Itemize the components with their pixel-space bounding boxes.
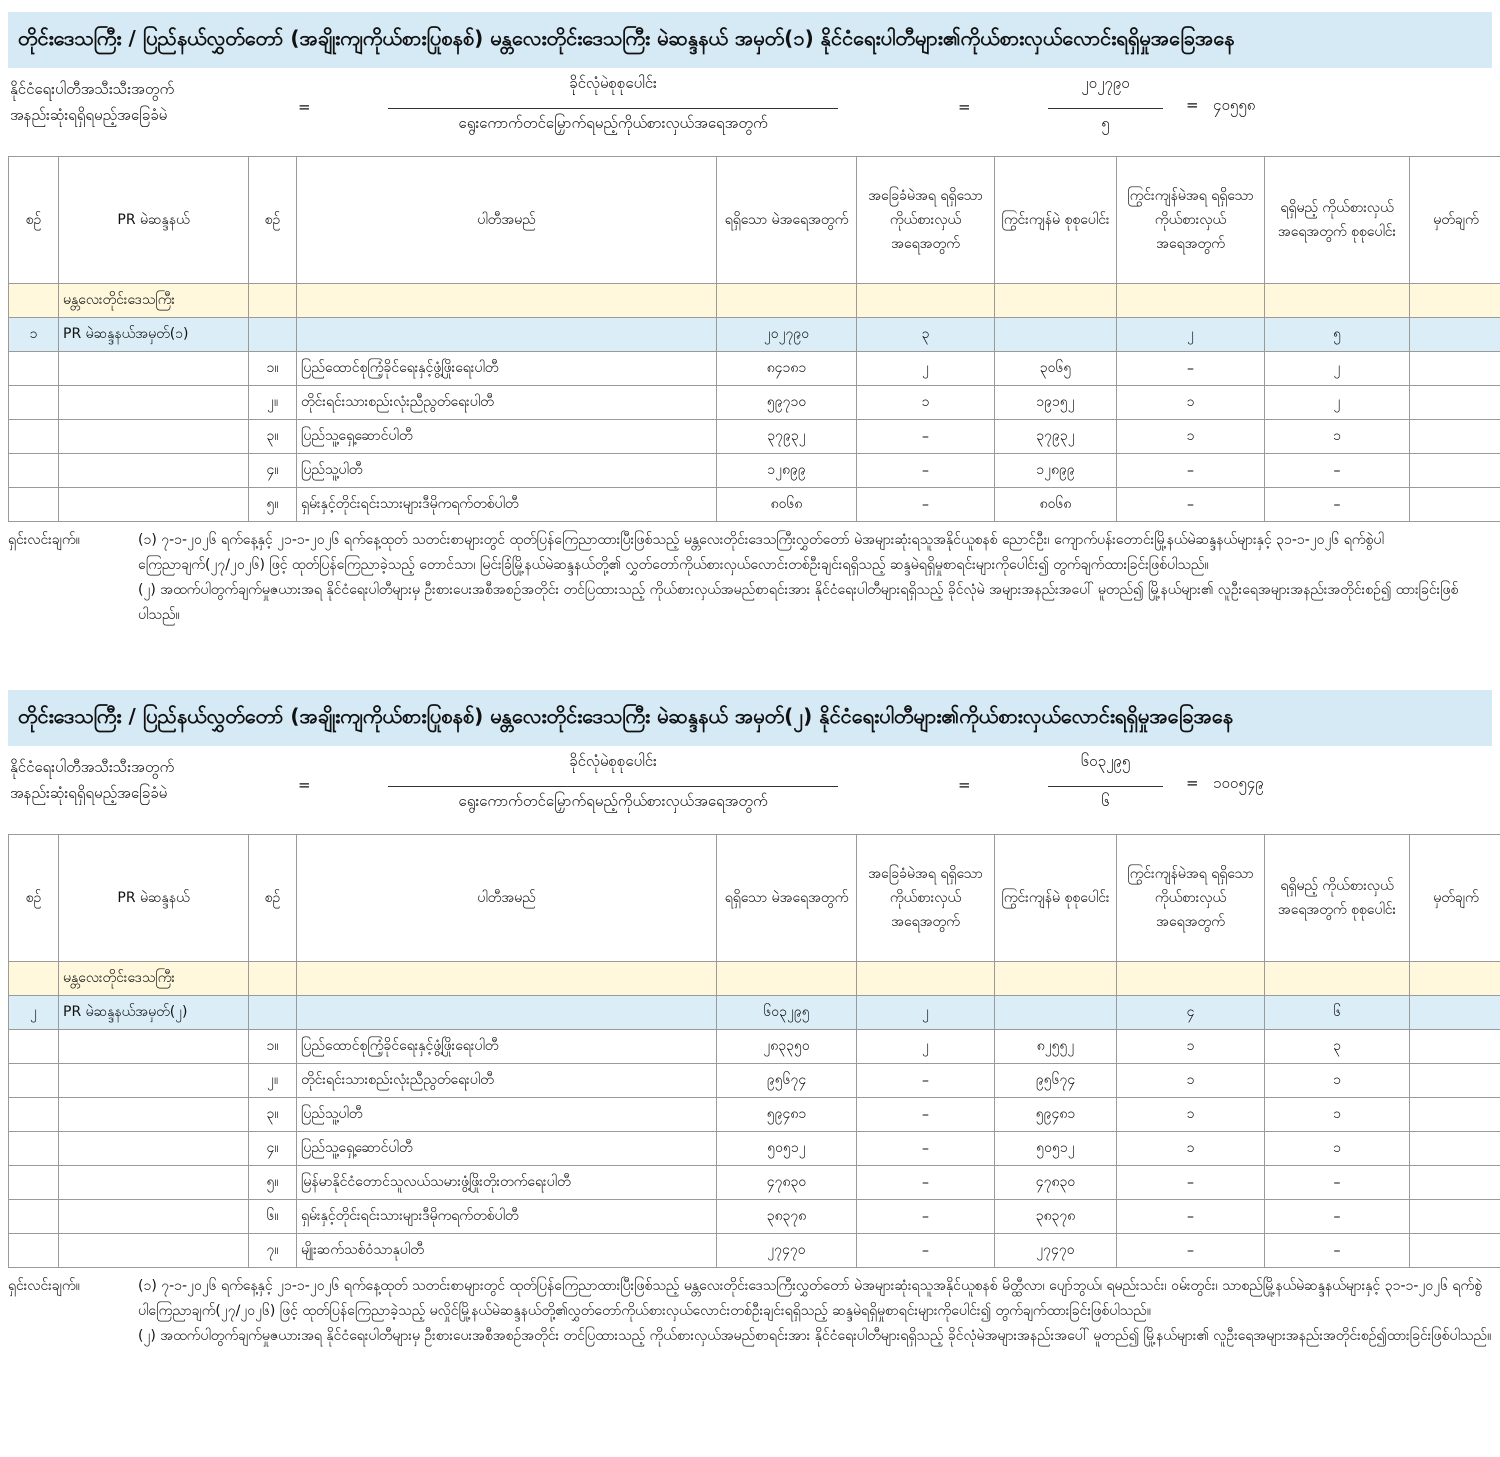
notes-body: [138, 528, 1492, 628]
cell-empty: [995, 962, 1117, 996]
column-header-votes: ရရှိသော မဲအရေအတွက်: [717, 835, 857, 962]
cell-empty: [59, 386, 249, 420]
column-header-constituency: PR မဲဆန္ဒနယ်: [59, 835, 249, 962]
note-paragraph: (၁) ၇-၁-၂၀၂၆ ရက်နေ့နှင့် ၂၁-၁-၂၀၂၆ ရက်နေ့ထုတ် သတင်းစာများတွင် ထုတ်ပြန်ကြေညာထားပြီးဖြစ်သည့် မန္တလေးတိုင်းဒေသကြီးလွှတ်တော် မဲအများဆုံးရသူအနိုင်ယူစနစ် ညောင်ဦး၊ ကျောက်ပန်းတောင်းမြို့နယ်မဲဆန္ဒနယ်များနှင့် ၃၁-၁-၂၀၂၆ ရက်စွဲပါကြေညာချက်(၂၇/၂၀၂၆) ဖြင့် ထုတ်ပြန်ကြေညာခဲ့သည့် တောင်သာ၊ မြင်းခြံမြို့နယ်မဲဆန္ဒနယ်တို့၏ လွှတ်တော်ကိုယ်စားလှယ်လောင်းတစ်ဦးချင်းရရှိသည့် ဆန္ဒမဲရရှိမှုစာရင်းများကိုပေါင်း၍ တွက်ချက်ထားခြင်းဖြစ်ပါသည်။: [138, 532, 1384, 573]
cell-empty: [1410, 1064, 1500, 1098]
cell-empty: [59, 1234, 249, 1268]
party-total-seats: –: [1265, 1234, 1410, 1268]
column-header-remainder: ကြွင်းကျန်မဲ စုစုပေါင်း: [995, 835, 1117, 962]
notes-body: [138, 1274, 1492, 1349]
fraction-bar: [1048, 108, 1163, 109]
section-constituency-1: [8, 12, 1492, 628]
equals-sign: =: [298, 98, 311, 116]
fraction-bar: [388, 786, 838, 787]
party-base-seats: ၂: [857, 352, 995, 386]
party-total-seats: ၂: [1265, 352, 1410, 386]
party-number: ၄။: [249, 454, 297, 488]
cell-empty: [9, 1166, 59, 1200]
cell-empty: [297, 962, 717, 996]
summary-name: PR မဲဆန္ဒနယ်အမှတ်(၁): [59, 318, 249, 352]
section-constituency-2: [8, 690, 1492, 1349]
column-header-no: စဉ်: [9, 157, 59, 284]
cell-empty: [9, 962, 59, 996]
party-base-seats: ၂: [857, 1030, 995, 1064]
summary-remark: [1410, 996, 1500, 1030]
summary-rem-seats: ၄: [1117, 996, 1265, 1030]
fraction-bar: [1048, 786, 1163, 787]
constituency-summary-row: [9, 996, 1500, 1030]
cell-empty: [9, 1234, 59, 1268]
party-base-seats: –: [857, 1132, 995, 1166]
cell-empty: [995, 284, 1117, 318]
cell-empty: [1410, 962, 1500, 996]
party-remainder-votes: ၃၈၃၇၈: [995, 1200, 1117, 1234]
numerator-text: ခိုင်လုံမဲစုစုပေါင်း: [569, 752, 657, 770]
cell-empty: [717, 284, 857, 318]
cell-empty: [1410, 1132, 1500, 1166]
party-number: ၁။: [249, 1030, 297, 1064]
party-remainder-seats: ၁: [1117, 1030, 1265, 1064]
cell-empty: [59, 488, 249, 522]
party-base-seats: –: [857, 1234, 995, 1268]
party-remainder-seats: –: [1117, 488, 1265, 522]
party-number: ၂။: [249, 386, 297, 420]
header-row: [9, 157, 1500, 284]
party-votes: ၅၀၅၁၂: [717, 1132, 857, 1166]
party-total-seats: ၁: [1265, 1132, 1410, 1166]
party-remainder-seats: –: [1117, 1234, 1265, 1268]
denominator-value: ၅: [1101, 114, 1110, 132]
party-remainder-seats: ၁: [1117, 420, 1265, 454]
region-row: [9, 284, 1500, 318]
party-remainder-votes: ၃၇၉၃၂: [995, 420, 1117, 454]
explanatory-notes: [8, 1274, 1492, 1349]
summary-votes: ၆၀၃၂၉၅: [717, 996, 857, 1030]
summary-remainder: [995, 996, 1117, 1030]
party-remainder-votes: ၃၀၆၅: [995, 352, 1117, 386]
summary-total: ၅: [1265, 318, 1410, 352]
column-header-remark: မှတ်ချက်: [1410, 835, 1500, 962]
results-table: [8, 834, 1500, 1268]
party-row: [9, 1098, 1500, 1132]
cell-empty: [249, 318, 297, 352]
party-row: [9, 1234, 1500, 1268]
party-base-seats: –: [857, 1064, 995, 1098]
party-name: ပြည်ထောင်စုကြံ့ခိုင်ရေးနှင့်ဖွံ့ဖြိုးရေးပါတီ: [297, 352, 717, 386]
summary-votes: ၂၀၂၇၉၀: [717, 318, 857, 352]
results-table: [8, 156, 1500, 522]
column-header-votes: ရရှိသော မဲအရေအတွက်: [717, 157, 857, 284]
cell-empty: [1410, 488, 1500, 522]
cell-empty: [9, 352, 59, 386]
party-name: ရှမ်းနှင့်တိုင်းရင်းသားများဒီမိုကရက်တစ်ပါတီ: [297, 488, 717, 522]
cell-empty: [59, 1098, 249, 1132]
cell-empty: [9, 1098, 59, 1132]
cell-empty: [1410, 1200, 1500, 1234]
party-remainder-seats: ၁: [1117, 386, 1265, 420]
quota-formula: [8, 68, 1492, 156]
party-base-seats: –: [857, 488, 995, 522]
header-row: [9, 835, 1500, 962]
party-row: [9, 420, 1500, 454]
note-paragraph: (၁) ၇-၁-၂၀၂၆ ရက်နေ့နှင့် ၂၁-၁-၂၀၂၆ ရက်နေ့ထုတ် သတင်းစာများတွင် ထုတ်ပြန်ကြေညာထားပြီးဖြစ်သည့် မန္တလေးတိုင်းဒေသကြီးလွှတ်တော် မဲအများဆုံးရသူအနိုင်ယူစနစ် မိတ္ထီလာ၊ ပျော်ဘွယ်၊ ရမည်းသင်း၊ ဝမ်းတွင်း၊ သာစည်မြို့နယ်မဲဆန္ဒနယ်များနှင့် ၃၁-၁-၂၀၂၆ ရက်စွဲပါကြေညာချက်(၂၇/၂၀၂၆) ဖြင့် ထုတ်ပြန်ကြေညာခဲ့သည့် မလှိုင်မြို့နယ်မဲဆန္ဒနယ်တို့၏လွှတ်တော်ကိုယ်စားလှယ်လောင်းတစ်ဦးချင်းရရှိသည့် ဆန္ဒမဲရရှိမှုစာရင်းများကိုပေါင်း၍ တွက်ချက်ထားခြင်းဖြစ်ပါသည်။: [138, 1278, 1483, 1319]
party-number: ၅။: [249, 488, 297, 522]
party-votes: ၅၉၇၁၀: [717, 386, 857, 420]
cell-empty: [1410, 1234, 1500, 1268]
party-remainder-seats: –: [1117, 352, 1265, 386]
party-remainder-votes: ၄၇၈၃၀: [995, 1166, 1117, 1200]
party-total-seats: –: [1265, 1166, 1410, 1200]
cell-empty: [59, 1200, 249, 1234]
region-label: မန္တလေးတိုင်းဒေသကြီး: [59, 284, 249, 318]
column-header-total-seats: ရရှိမည့် ကိုယ်စားလှယ် အရေအတွက် စုစုပေါင်း: [1265, 157, 1410, 284]
cell-empty: [249, 996, 297, 1030]
summary-name: PR မဲဆန္ဒနယ်အမှတ်(၂): [59, 996, 249, 1030]
party-votes: ၂၇၄၇၀: [717, 1234, 857, 1268]
note-paragraph: (၂) အထက်ပါတွက်ချက်မှုဇယားအရ နိုင်ငံရေးပါတီများမှ ဦးစားပေးအစီအစဉ်အတိုင်း တင်ပြထားသည့် ကိုယ်စားလှယ်အမည်စာရင်းအား နိုင်ငံရေးပါတီများရရှိသည့် ခိုင်လုံမဲအများအနည်းအပေါ် မူတည်၍ မြို့နယ်များ၏ လူဦးရေအများအနည်းအတိုင်းစဉ်၍ထားခြင်းဖြစ်ပါသည်။: [138, 1328, 1492, 1344]
cell-empty: [59, 1132, 249, 1166]
column-header-no2: စဉ်: [249, 157, 297, 284]
cell-empty: [59, 1166, 249, 1200]
cell-empty: [1410, 386, 1500, 420]
party-remainder-votes: ၁၂၈၉၉: [995, 454, 1117, 488]
constituency-summary-row: [9, 318, 1500, 352]
party-votes: ၁၂၈၉၉: [717, 454, 857, 488]
party-total-seats: ၁: [1265, 420, 1410, 454]
cell-empty: [297, 996, 717, 1030]
quota-result: ၄၀၅၅၈: [1213, 96, 1256, 114]
party-base-seats: –: [857, 420, 995, 454]
cell-empty: [9, 1132, 59, 1166]
cell-empty: [1410, 454, 1500, 488]
denominator-text: ရွေးကောက်တင်မြှောက်ရမည့်ကိုယ်စားလှယ်အရေအတွက်: [458, 114, 768, 132]
party-base-seats: –: [857, 1200, 995, 1234]
cell-empty: [9, 1200, 59, 1234]
cell-empty: [297, 284, 717, 318]
summary-remainder: [995, 318, 1117, 352]
party-row: [9, 386, 1500, 420]
cell-empty: [9, 1030, 59, 1064]
party-base-seats: –: [857, 1098, 995, 1132]
party-number: ၃။: [249, 1098, 297, 1132]
party-votes: ၈၄၁၈၁: [717, 352, 857, 386]
column-header-rem-seats: ကြွင်းကျန်မဲအရ ရရှိသော ကိုယ်စားလှယ် အရေအတွက်: [1117, 157, 1265, 284]
party-total-seats: ၃: [1265, 1030, 1410, 1064]
fraction-bar: [388, 108, 838, 109]
party-remainder-seats: ၁: [1117, 1132, 1265, 1166]
numerator-value: ၂၀၂၇၉၀: [1081, 74, 1130, 92]
party-votes: ၅၉၄၈၁: [717, 1098, 857, 1132]
summary-no: ၂: [9, 996, 59, 1030]
party-total-seats: ၂: [1265, 386, 1410, 420]
quota-formula: [8, 746, 1492, 834]
party-number: ၆။: [249, 1200, 297, 1234]
party-remainder-votes: ၂၇၄၇၀: [995, 1234, 1117, 1268]
party-total-seats: –: [1265, 1200, 1410, 1234]
summary-total: ၆: [1265, 996, 1410, 1030]
party-total-seats: –: [1265, 454, 1410, 488]
cell-empty: [59, 352, 249, 386]
cell-empty: [857, 962, 995, 996]
section-title: တိုင်းဒေသကြီး / ပြည်နယ်လွှတ်တော် (အချိုးကျကိုယ်စားပြုစနစ်) မန္တလေးတိုင်းဒေသကြီး မဲဆန္ဒနယ် အမှတ်(၁) နိုင်ငံရေးပါတီများ၏ကိုယ်စားလှယ်လောင်းရရှိမှုအခြေအနေ: [8, 12, 1492, 68]
party-total-seats: –: [1265, 488, 1410, 522]
denominator-value: ၆: [1101, 792, 1110, 810]
party-votes: ၃၇၉၃၂: [717, 420, 857, 454]
party-number: ၂။: [249, 1064, 297, 1098]
equals-sign: =: [298, 776, 311, 794]
note-paragraph: (၂) အထက်ပါတွက်ချက်မှုဇယားအရ နိုင်ငံရေးပါတီများမှ ဦးစားပေးအစီအစဉ်အတိုင်း တင်ပြထားသည့် ကိုယ်စားလှယ်အမည်စာရင်းအား နိုင်ငံရေးပါတီများရရှိသည့် ခိုင်လုံမဲ အများအနည်းအပေါ် မူတည်၍ မြို့နယ်များ၏ လူဦးရေအများအနည်းအတိုင်းစဉ်၍ ထားခြင်းဖြစ်ပါသည်။: [138, 582, 1459, 623]
party-votes: ၂၈၃၃၅၀: [717, 1030, 857, 1064]
party-number: ၁။: [249, 352, 297, 386]
party-row: [9, 1132, 1500, 1166]
cell-empty: [1117, 962, 1265, 996]
column-header-constituency: PR မဲဆန္ဒနယ်: [59, 157, 249, 284]
equals-sign: =: [1186, 96, 1199, 114]
column-header-party: ပါတီအမည်: [297, 835, 717, 962]
party-base-seats: –: [857, 1166, 995, 1200]
formula-label: [10, 76, 174, 128]
cell-empty: [297, 318, 717, 352]
cell-empty: [1410, 284, 1500, 318]
cell-empty: [9, 386, 59, 420]
notes-label: ရှင်းလင်းချက်။: [8, 1278, 80, 1294]
party-name: ပြည်သူ့ပါတီ: [297, 454, 717, 488]
cell-empty: [1410, 1030, 1500, 1064]
cell-empty: [717, 962, 857, 996]
party-remainder-seats: ၁: [1117, 1098, 1265, 1132]
formula-label-line: အနည်းဆုံးရရှိရမည့်အခြေခံမဲ: [10, 784, 168, 802]
party-number: ၄။: [249, 1132, 297, 1166]
party-number: ၃။: [249, 420, 297, 454]
party-name: မျိုးဆက်သစ်ဝံသာနုပါတီ: [297, 1234, 717, 1268]
equals-sign: =: [958, 776, 971, 794]
formula-label-line: နိုင်ငံရေးပါတီအသီးသီးအတွက်: [10, 758, 175, 776]
cell-empty: [1117, 284, 1265, 318]
summary-rem-seats: ၂: [1117, 318, 1265, 352]
party-name: ပြည်ထောင်စုကြံ့ခိုင်ရေးနှင့်ဖွံ့ဖြိုးရေးပါတီ: [297, 1030, 717, 1064]
party-votes: ၉၅၆၇၄: [717, 1064, 857, 1098]
cell-empty: [1410, 1166, 1500, 1200]
party-remainder-votes: ၁၉၁၅၂: [995, 386, 1117, 420]
party-remainder-votes: ၅၉၄၈၁: [995, 1098, 1117, 1132]
party-base-seats: ၁: [857, 386, 995, 420]
numerator-value: ၆၀၃၂၉၅: [1080, 752, 1131, 770]
party-row: [9, 1166, 1500, 1200]
party-name: ပြည်သူ့ပါတီ: [297, 1098, 717, 1132]
explanatory-notes: [8, 528, 1492, 628]
cell-empty: [857, 284, 995, 318]
party-remainder-seats: ၁: [1117, 1064, 1265, 1098]
party-name: ပြည်သူ့ရှေ့ဆောင်ပါတီ: [297, 420, 717, 454]
column-header-no: စဉ်: [9, 835, 59, 962]
summary-remark: [1410, 318, 1500, 352]
section-title: တိုင်းဒေသကြီး / ပြည်နယ်လွှတ်တော် (အချိုးကျကိုယ်စားပြုစနစ်) မန္တလေးတိုင်းဒေသကြီး မဲဆန္ဒနယ် အမှတ်(၂) နိုင်ငံရေးပါတီများ၏ကိုယ်စားလှယ်လောင်းရရှိမှုအခြေအနေ: [8, 690, 1492, 746]
formula-label: [10, 754, 174, 806]
party-number: ၅။: [249, 1166, 297, 1200]
cell-empty: [9, 454, 59, 488]
party-remainder-seats: –: [1117, 1200, 1265, 1234]
cell-empty: [9, 1064, 59, 1098]
column-header-remainder: ကြွင်းကျန်မဲ စုစုပေါင်း: [995, 157, 1117, 284]
column-header-party: ပါတီအမည်: [297, 157, 717, 284]
party-name: တိုင်းရင်းသားစည်းလုံးညီညွတ်ရေးပါတီ: [297, 386, 717, 420]
region-label: မန္တလေးတိုင်းဒေသကြီး: [59, 962, 249, 996]
party-name: တိုင်းရင်းသားစည်းလုံးညီညွတ်ရေးပါတီ: [297, 1064, 717, 1098]
party-base-seats: –: [857, 454, 995, 488]
formula-label-line: အနည်းဆုံးရရှိရမည့်အခြေခံမဲ: [10, 106, 168, 124]
cell-empty: [249, 962, 297, 996]
party-name: ရှမ်းနှင့်တိုင်းရင်းသားများဒီမိုကရက်တစ်ပါတီ: [297, 1200, 717, 1234]
cell-empty: [9, 488, 59, 522]
party-row: [9, 454, 1500, 488]
cell-empty: [1410, 352, 1500, 386]
column-header-base-seats: အခြေခံမဲအရ ရရှိသော ကိုယ်စားလှယ် အရေအတွက်: [857, 835, 995, 962]
party-name: မြန်မာနိုင်ငံတောင်သူလယ်သမားဖွံ့ဖြိုးတိုးတက်ရေးပါတီ: [297, 1166, 717, 1200]
formula-label-line: နိုင်ငံရေးပါတီအသီးသီးအတွက်: [10, 80, 175, 98]
party-row: [9, 1200, 1500, 1234]
party-row: [9, 1030, 1500, 1064]
summary-base: ၃: [857, 318, 995, 352]
region-row: [9, 962, 1500, 996]
party-remainder-seats: –: [1117, 1166, 1265, 1200]
cell-empty: [59, 1064, 249, 1098]
column-header-remark: မှတ်ချက်: [1410, 157, 1500, 284]
party-remainder-votes: ၈၂၅၅၂: [995, 1030, 1117, 1064]
cell-empty: [59, 420, 249, 454]
numerator-text: ခိုင်လုံမဲစုစုပေါင်း: [569, 74, 657, 92]
column-header-rem-seats: ကြွင်းကျန်မဲအရ ရရှိသော ကိုယ်စားလှယ် အရေအတွက်: [1117, 835, 1265, 962]
party-total-seats: ၁: [1265, 1098, 1410, 1132]
cell-empty: [1265, 284, 1410, 318]
cell-empty: [9, 420, 59, 454]
column-header-base-seats: အခြေခံမဲအရ ရရှိသော ကိုယ်စားလှယ် အရေအတွက်: [857, 157, 995, 284]
party-remainder-seats: –: [1117, 454, 1265, 488]
party-remainder-votes: ၉၅၆၇၄: [995, 1064, 1117, 1098]
party-row: [9, 488, 1500, 522]
cell-empty: [59, 454, 249, 488]
party-remainder-votes: ၈၀၆၈: [995, 488, 1117, 522]
party-number: ၇။: [249, 1234, 297, 1268]
party-row: [9, 352, 1500, 386]
summary-no: ၁: [9, 318, 59, 352]
equals-sign: =: [1186, 774, 1199, 792]
column-header-no2: စဉ်: [249, 835, 297, 962]
party-votes: ၃၈၃၇၈: [717, 1200, 857, 1234]
cell-empty: [1410, 420, 1500, 454]
party-name: ပြည်သူ့ရှေ့ဆောင်ပါတီ: [297, 1132, 717, 1166]
party-remainder-votes: ၅၀၅၁၂: [995, 1132, 1117, 1166]
cell-empty: [59, 1030, 249, 1064]
notes-label: ရှင်းလင်းချက်။: [8, 532, 80, 548]
column-header-total-seats: ရရှိမည့် ကိုယ်စားလှယ် အရေအတွက် စုစုပေါင်း: [1265, 835, 1410, 962]
cell-empty: [1410, 1098, 1500, 1132]
cell-empty: [9, 284, 59, 318]
party-votes: ၈၀၆၈: [717, 488, 857, 522]
party-row: [9, 1064, 1500, 1098]
summary-base: ၂: [857, 996, 995, 1030]
party-total-seats: ၁: [1265, 1064, 1410, 1098]
quota-result: ၁၀၀၅၄၉: [1213, 774, 1264, 792]
equals-sign: =: [958, 98, 971, 116]
denominator-text: ရွေးကောက်တင်မြှောက်ရမည့်ကိုယ်စားလှယ်အရေအတွက်: [458, 792, 768, 810]
party-votes: ၄၇၈၃၀: [717, 1166, 857, 1200]
cell-empty: [249, 284, 297, 318]
cell-empty: [1265, 962, 1410, 996]
